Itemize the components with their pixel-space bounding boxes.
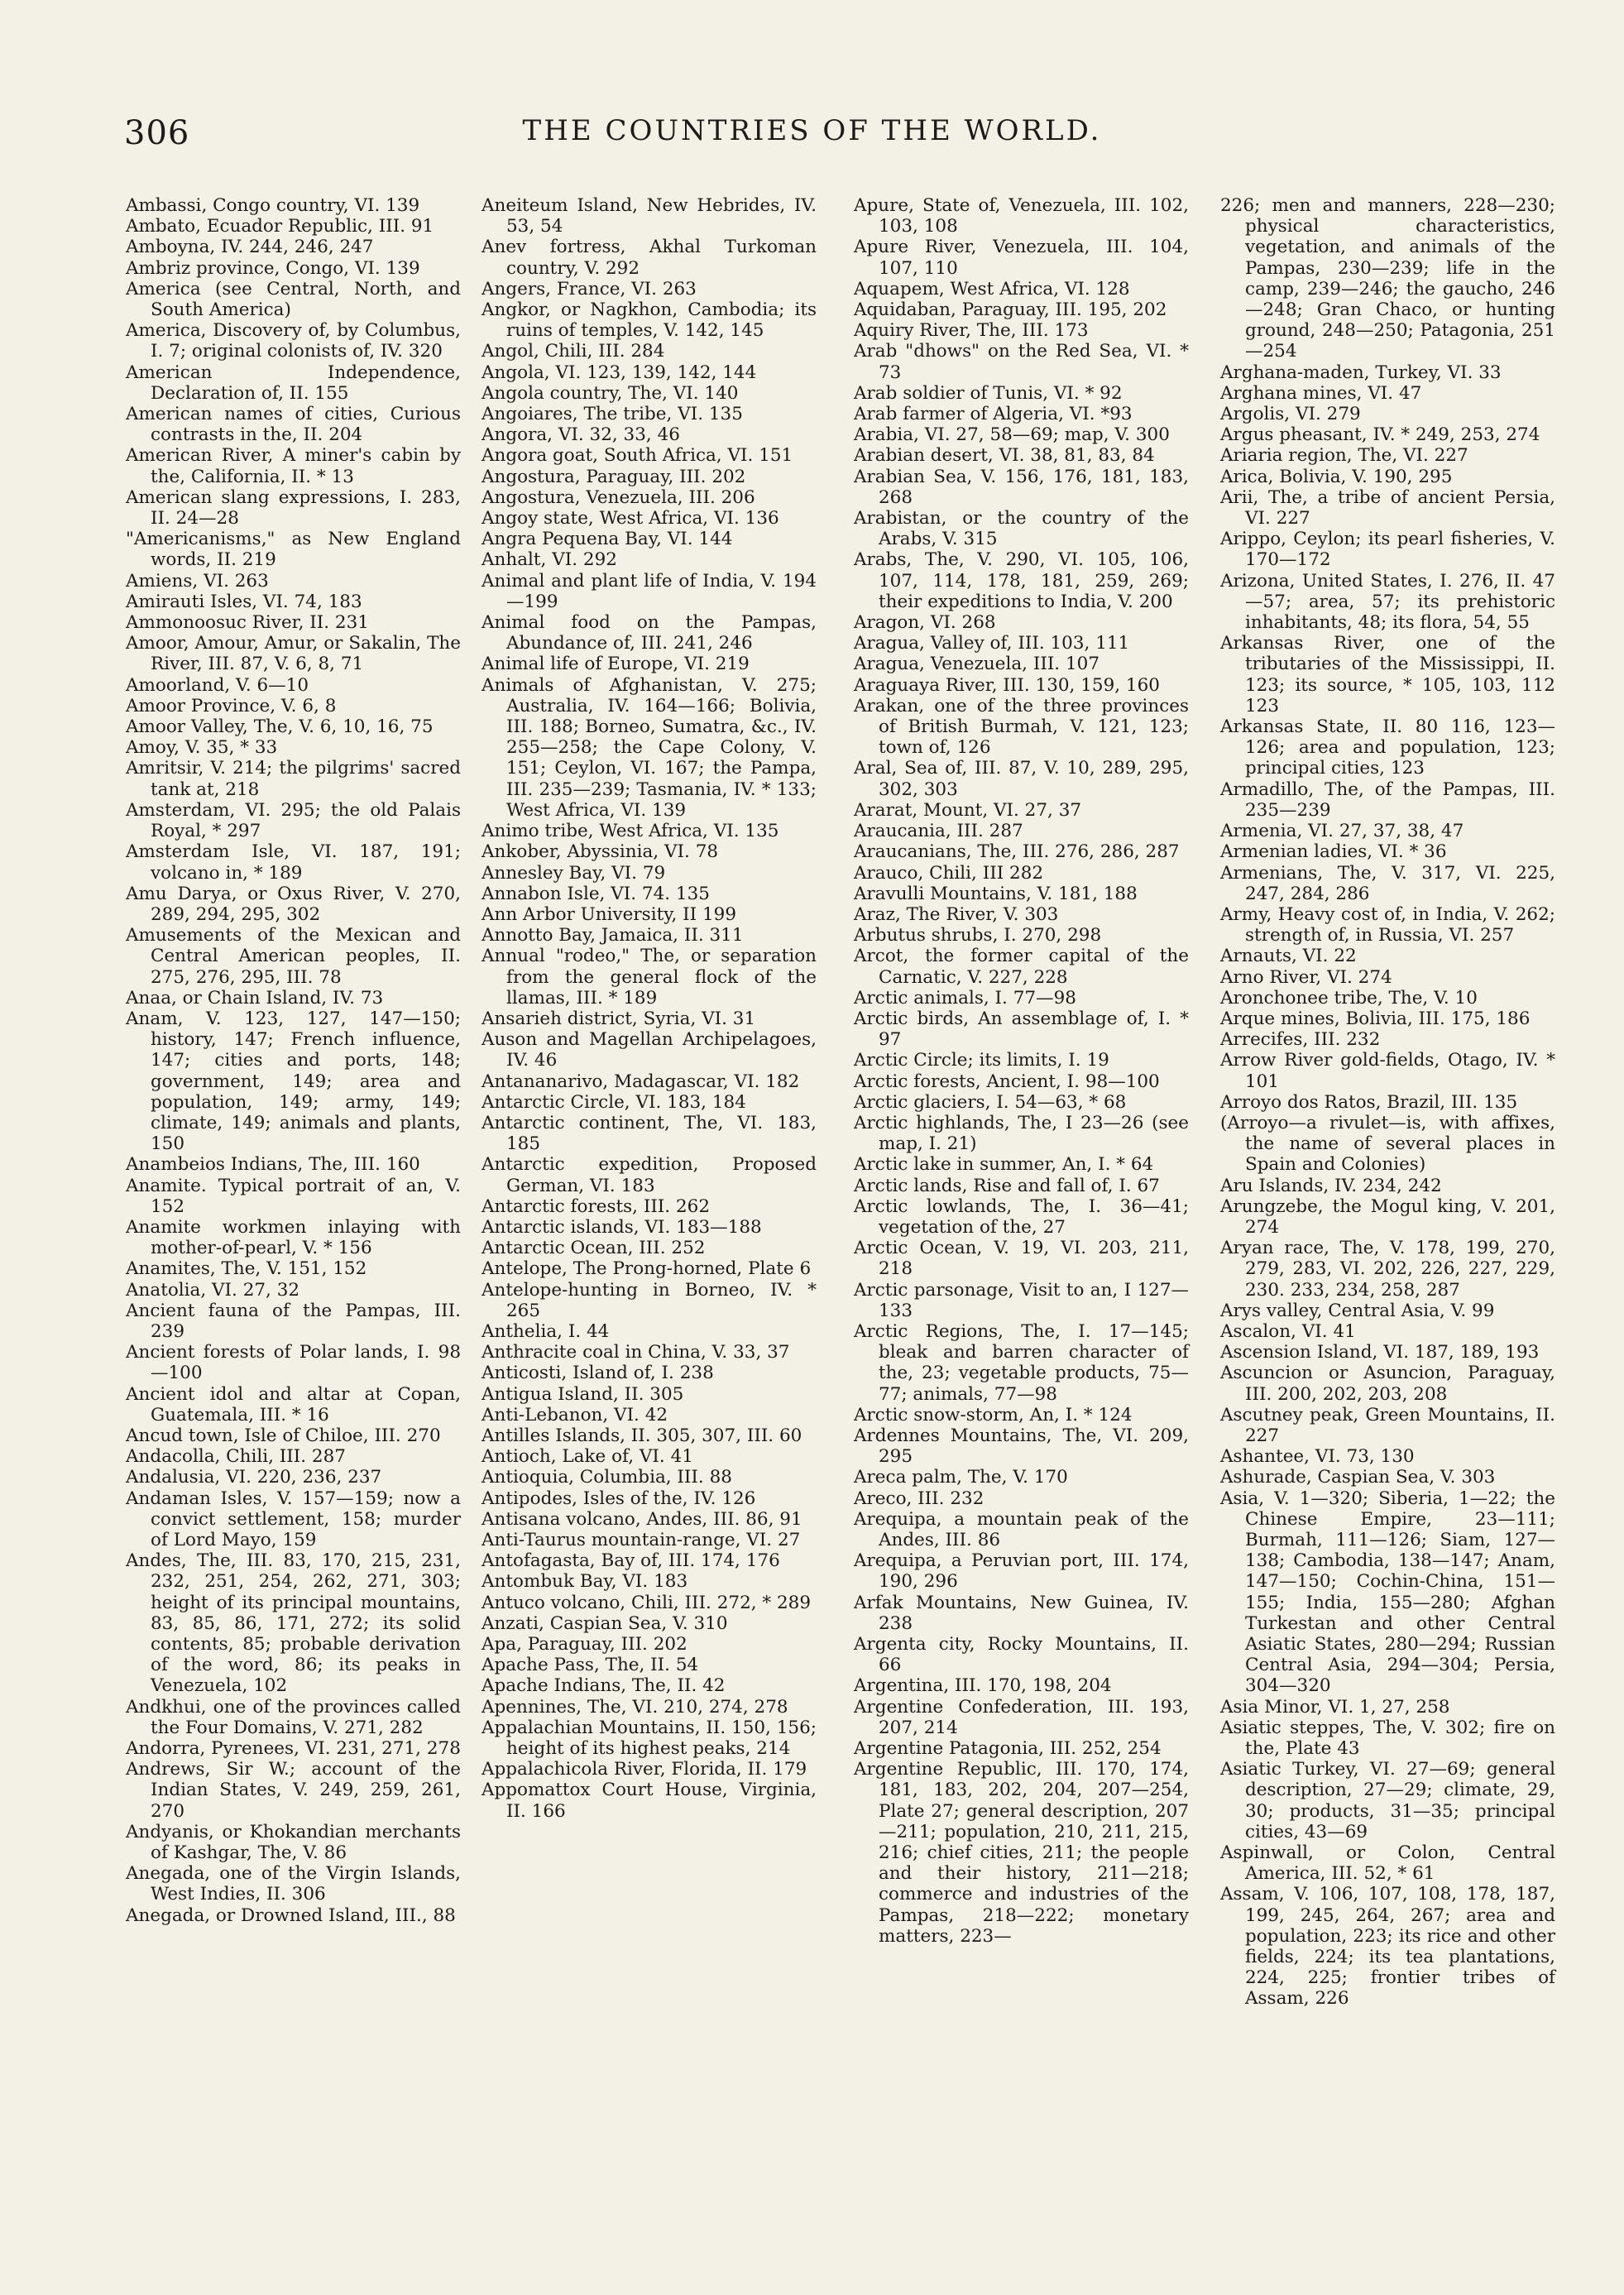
index-entry: Andacolla, Chili, III. 287: [126, 1446, 346, 1468]
index-entry: Ancud town, Isle of Chiloe, III. 270: [126, 1425, 441, 1446]
index-entry: Andalusia, VI. 220, 236, 237: [126, 1467, 382, 1488]
index-entry: Armadillo, The, of the Pampas, III. 235—239: [1220, 779, 1555, 821]
index-entry: Arctic lowlands, The, I. 36—41; vegetation of the, 27: [854, 1195, 1189, 1238]
index-entry: Anegada, one of the Virgin Islands, West Indies, II. 306: [126, 1863, 461, 1905]
index-entry: Apa, Paraguay, III. 202: [481, 1634, 687, 1655]
index-entry: Arctic lake in summer, An, I. * 64: [854, 1154, 1154, 1176]
index-entry: Angoiares, The tribe, VI. 135: [481, 404, 743, 425]
index-entry: Appalachicola River, Florida, II. 179: [481, 1759, 807, 1780]
index-entry: Assam, V. 106, 107, 108, 178, 187, 199, 245, 264, 267; area and population, 223; its rice and other fields, 224; its tea plantations, 224, 225; frontier tribes of Assam, 226: [1220, 1884, 1555, 2010]
index-entry: Apure River, Venezuela, III. 104, 107, 110: [854, 237, 1189, 279]
index-entry: Annesley Bay, VI. 79: [481, 862, 666, 884]
index-entry: Angola country, The, VI. 140: [481, 382, 739, 404]
index-entry: Anthracite coal in China, V. 33, 37: [481, 1342, 790, 1363]
index-entry: Arctic Ocean, V. 19, VI. 203, 211, 218: [854, 1238, 1189, 1280]
index-entry: Andorra, Pyrenees, VI. 231, 271, 278: [126, 1738, 461, 1760]
index-entry: Amiens, VI. 263: [126, 570, 269, 592]
index-entry: Amsterdam Isle, VI. 187, 191; volcano in, * 189: [126, 841, 461, 884]
index-entry: Armenian ladies, VI. * 36: [1220, 841, 1447, 863]
index-entry: Amoor Province, V. 6, 8: [126, 695, 337, 716]
index-entry: Arctic highlands, The, I 23—26 (see map, I. 21): [854, 1112, 1189, 1155]
index-entry: Army, Heavy cost of, in India, V. 262; strength of, in Russia, VI. 257: [1220, 903, 1555, 946]
index-entry: Antioquia, Columbia, III. 88: [481, 1467, 732, 1488]
index-entry: Angostura, Paraguay, III. 202: [481, 466, 746, 487]
index-entry: Anambeios Indians, The, III. 160: [126, 1154, 420, 1176]
index-entry: Ambriz province, Congo, VI. 139: [126, 257, 420, 279]
index-entry: Amusements of the Mexican and Central American peoples, II. 275, 276, 295, III. 78: [126, 925, 461, 988]
index-entry: Aneiteum Island, New Hebrides, IV. 53, 54: [481, 195, 817, 237]
index-entry: Apure, State of, Venezuela, III. 102, 103, 108: [854, 195, 1189, 237]
index-entry: Ancient fauna of the Pampas, III. 239: [126, 1300, 461, 1342]
index-entry: Antananarivo, Madagascar, VI. 182: [481, 1071, 800, 1092]
index-entry: Ascalon, VI. 41: [1220, 1320, 1356, 1342]
index-entry: Aquiry River, The, III. 173: [854, 320, 1089, 342]
index-entry: Anamite workmen inlaying with mother-of-pearl, V. * 156: [126, 1216, 461, 1259]
index-entry: Argenta city, Rocky Mountains, II. 66: [854, 1634, 1189, 1676]
index-entry: Aragon, VI. 268: [854, 612, 996, 634]
index-entry: Arii, The, a tribe of ancient Persia, VI. 227: [1220, 486, 1555, 529]
index-entry: Arabian Sea, V. 156, 176, 181, 183, 268: [854, 466, 1189, 508]
index-entry: Areca palm, The, V. 170: [854, 1467, 1068, 1488]
index-entry: Amirauti Isles, VI. 74, 183: [126, 591, 362, 612]
index-entry: Aragua, Venezuela, III. 107: [854, 654, 1100, 675]
index-entry: Apache Indians, The, II. 42: [481, 1675, 726, 1697]
index-entry: Anzati, Caspian Sea, V. 310: [481, 1612, 728, 1634]
index-entry: Amoor Valley, The, V. 6, 10, 16, 75: [126, 716, 434, 738]
index-entry: Anam, V. 123, 127, 147—150; history, 147; French influence, 147; cities and ports, 148; government, 149; area and population, 149; army, 149; climate, 149; animals and plants, 150: [126, 1008, 461, 1155]
index-column-1: [126, 195, 461, 1926]
index-entry: Antilles Islands, II. 305, 307, III. 60: [481, 1425, 802, 1446]
index-entry: Auson and Magellan Archipelagoes, IV. 46: [481, 1029, 817, 1071]
index-entry: American River, A miner's cabin by the, California, II. * 13: [126, 445, 461, 487]
index-entry: Angora goat, South Africa, VI. 151: [481, 445, 793, 467]
index-entry: Arequipa, a Peruvian port, III. 174, 190, 296: [854, 1550, 1189, 1593]
index-entry: Ardennes Mountains, The, VI. 209, 295: [854, 1425, 1189, 1468]
index-entry: Annabon Isle, VI. 74. 135: [481, 883, 710, 904]
index-entry: Armenians, The, V. 317, VI. 225, 247, 284, 286: [1220, 862, 1555, 904]
index-entry: Amoorland, V. 6—10: [126, 674, 309, 696]
index-entry: Angola, VI. 123, 139, 142, 144: [481, 362, 757, 383]
index-entry: Amoy, V. 35, * 33: [126, 737, 278, 759]
index-entry: Aravulli Mountains, V. 181, 188: [854, 883, 1138, 904]
index-entry: Argentine Republic, III. 170, 174, 181, 183, 202, 204, 207—254, Plate 27; general description, 207—211; population, 210, 211, 215, 216; chief cities, 211; the people and their history, 211—218; commerce and industries of the Pampas, 218—222; monetary matters, 223—: [854, 1759, 1189, 1947]
index-entry: (Arroyo—a rivulet—is, with affixes, the name of several places in Spain and Colonies): [1220, 1112, 1555, 1176]
index-entry: Amsterdam, VI. 295; the old Palais Royal, * 297: [126, 799, 461, 842]
index-entry: Arippo, Ceylon; its pearl fisheries, V. 170—172: [1220, 529, 1555, 571]
index-entry: Animal food on the Pampas, Abundance of, III. 241, 246: [481, 612, 817, 654]
index-entry: "Americanisms," as New England words, II. 219: [126, 529, 461, 571]
index-entry: Antombuk Bay, VI. 183: [481, 1571, 688, 1593]
index-entry: Arfak Mountains, New Guinea, IV. 238: [854, 1592, 1189, 1634]
index-entry: America, Discovery of, by Columbus, I. 7; original colonists of, IV. 320: [126, 320, 461, 362]
index-entry: Antipodes, Isles of the, IV. 126: [481, 1488, 756, 1509]
index-entry: Argolis, VI. 279: [1220, 404, 1361, 425]
index-entry: Antarctic continent, The, VI. 183, 185: [481, 1112, 817, 1155]
index-entry: Anev fortress, Akhal Turkoman country, V. 292: [481, 237, 817, 279]
index-entry: Andes, The, III. 83, 170, 215, 231, 232, 251, 254, 262, 271, 303; height of its principal mountains, 83, 85, 86, 171, 272; its solid contents, 85; probable derivation of the word, 86; its peaks in Venezuela, 102: [126, 1550, 461, 1697]
index-entry: Argentine Patagonia, III. 252, 254: [854, 1738, 1162, 1760]
index-entry: Annotto Bay, Jamaica, II. 311: [481, 925, 744, 946]
index-entry: Andyanis, or Khokandian merchants of Kashgar, The, V. 86: [126, 1821, 461, 1864]
index-entry: Arakan, one of the three provinces of British Burmah, V. 121, 123; town of, 126: [854, 695, 1189, 759]
index-entry: Anthelia, I. 44: [481, 1320, 610, 1342]
index-entry: Antarctic Ocean, III. 252: [481, 1238, 706, 1259]
index-entry: Antarctic islands, VI. 183—188: [481, 1216, 762, 1238]
index-entry: Appomattox Court House, Virginia, II. 166: [481, 1780, 817, 1822]
index-entry: Amboyna, IV. 244, 246, 247: [126, 237, 374, 258]
index-entry: American names of cities, Curious contrasts in the, II. 204: [126, 404, 461, 446]
index-entry: Asia Minor, VI. 1, 27, 258: [1220, 1696, 1450, 1718]
index-entry: Asiatic steppes, The, V. 302; fire on the, Plate 43: [1220, 1717, 1555, 1760]
index-entry: Ankober, Abyssinia, VI. 78: [481, 841, 719, 863]
index-entry: Aryan race, The, V. 178, 199, 270, 279, 283, VI. 202, 226, 227, 229, 230. 233, 234, 258, 287: [1220, 1238, 1555, 1301]
index-entry: Anti-Lebanon, VI. 42: [481, 1404, 668, 1425]
index-entry: Arica, Bolivia, V. 190, 295: [1220, 466, 1453, 487]
index-entry: Araucanians, The, III. 276, 286, 287: [854, 841, 1180, 863]
index-entry: Aquidaban, Paraguay, III. 195, 202: [854, 299, 1167, 321]
index-entry: Arungzebe, the Mogul king, V. 201, 274: [1220, 1195, 1555, 1238]
index-entry: Arabia, VI. 27, 58—69; map, V. 300: [854, 424, 1170, 446]
index-entry: Ambato, Ecuador Republic, III. 91: [126, 216, 434, 237]
index-entry: Arctic lands, Rise and fall of, I. 67: [854, 1175, 1160, 1196]
index-entry: Araucania, III. 287: [854, 821, 1023, 842]
index-entry: Arno River, VI. 274: [1220, 966, 1392, 988]
index-entry: Angers, France, VI. 263: [481, 278, 697, 299]
index-entry: Arctic parsonage, Visit to an, I 127—133: [854, 1279, 1189, 1321]
index-entry: Andaman Isles, V. 157—159; now a convict settlement, 158; murder of Lord Mayo, 159: [126, 1488, 461, 1550]
index-entry: Angra Pequena Bay, VI. 144: [481, 529, 733, 550]
index-entry: Asiatic Turkey, VI. 27—69; general description, 27—29; climate, 29, 30; products, 31—35; principal cities, 43—69: [1220, 1759, 1555, 1842]
index-column-2: [481, 195, 817, 1822]
index-entry: Anamites, The, V. 151, 152: [126, 1258, 367, 1280]
index-entry: Argus pheasant, IV. * 249, 253, 274: [1220, 424, 1540, 446]
index-entry: Ararat, Mount, VI. 27, 37: [854, 799, 1082, 821]
index-entry: Appalachian Mountains, II. 150, 156; height of its highest peaks, 214: [481, 1717, 817, 1760]
index-entry: Arabs, The, V. 290, VI. 105, 106, 107, 114, 178, 181, 259, 269; their expeditions to India, V. 200: [854, 549, 1189, 612]
index-entry: Antarctic expedition, Proposed German, VI. 183: [481, 1154, 817, 1196]
index-entry: Arrow River gold-fields, Otago, IV. * 101: [1220, 1050, 1555, 1092]
index-entry: Arizona, United States, I. 276, II. 47—57; area, 57; its prehistoric inhabitants, 48; its flora, 54, 55: [1220, 570, 1555, 634]
index-entry: Antuco volcano, Chili, III. 272, * 289: [481, 1592, 812, 1613]
index-entry: Antofagasta, Bay of, III. 174, 176: [481, 1550, 780, 1572]
index-entry: Angkor, or Nagkhon, Cambodia; its ruins of temples, V. 142, 145: [481, 299, 817, 342]
index-entry: Arrecifes, III. 232: [1220, 1029, 1381, 1051]
index-entry: Ashurade, Caspian Sea, V. 303: [1220, 1467, 1496, 1488]
index-entry: Antarctic Circle, VI. 183, 184: [481, 1091, 746, 1113]
index-entry: Animals of Afghanistan, V. 275; Australia, IV. 164—166; Bolivia, III. 188; Borneo, Sumatra, &c., IV. 255—258; the Cape Colony, V. 151; Ceylon, VI. 167; the Pampa, III. 235—239; Tasmania, IV. * 133; West Africa, VI. 139: [481, 674, 817, 821]
index-entry: Antarctic forests, III. 262: [481, 1195, 711, 1217]
index-entry: Arkansas State, II. 80 116, 123—126; area and population, 123; principal cities, 123: [1220, 716, 1555, 779]
index-entry: Anatolia, VI. 27, 32: [126, 1279, 300, 1301]
index-entry: Aspinwall, or Colon, Central America, III. 52, * 61: [1220, 1842, 1555, 1885]
running-title: THE COUNTRIES OF THE WORLD.: [522, 114, 1102, 147]
index-entry: Anticosti, Island of, I. 238: [481, 1363, 714, 1384]
index-entry: Antigua Island, II. 305: [481, 1383, 684, 1405]
index-entry: Arab farmer of Algeria, VI. *93: [854, 404, 1133, 425]
index-entry: 226; men and manners, 228—230; physical characteristics, vegetation, and animals of the Pampas, 230—239; life in the camp, 239—246; the gaucho, 246—248; Gran Chaco, or hunting ground, 248—250; Patagonia, 251—254: [1220, 195, 1555, 362]
index-entry: Ann Arbor University, II 199: [481, 903, 737, 925]
index-entry: Antioch, Lake of, VI. 41: [481, 1446, 693, 1468]
index-entry: Arnauts, VI. 22: [1220, 946, 1357, 967]
index-entry: Armenia, VI. 27, 37, 38, 47: [1220, 821, 1464, 842]
index-entry: Arroyo dos Ratos, Brazil, III. 135: [1220, 1091, 1518, 1113]
index-entry: Annual "rodeo," The, or separation from the general flock of the llamas, III. * 189: [481, 946, 817, 1009]
index-entry: Arbutus shrubs, I. 270, 298: [854, 925, 1102, 946]
index-entry: Anamite. Typical portrait of an, V. 152: [126, 1175, 461, 1217]
index-entry: Animal life of Europe, VI. 219: [481, 654, 750, 675]
index-entry: Arctic glaciers, I. 54—63, * 68: [854, 1091, 1127, 1113]
index-entry: Arab "dhows" on the Red Sea, VI. * 73: [854, 341, 1189, 383]
index-entry: America (see Central, North, and South America): [126, 278, 461, 321]
index-entry: Arcot, the former capital of the Carnatic, V. 227, 228: [854, 946, 1189, 988]
index-entry: Anegada, or Drowned Island, III., 88: [126, 1905, 456, 1926]
index-entry: Araguaya River, III. 130, 159, 160: [854, 674, 1160, 696]
index-entry: Andrews, Sir W.; account of the Indian States, V. 249, 259, 261, 270: [126, 1759, 461, 1822]
index-entry: Apennines, The, VI. 210, 274, 278: [481, 1696, 788, 1718]
index-entry: Arctic forests, Ancient, I. 98—100: [854, 1071, 1160, 1092]
index-entry: Arequipa, a mountain peak of the Andes, III. 86: [854, 1508, 1189, 1550]
index-entry: Ancient forests of Polar lands, I. 98—100: [126, 1342, 461, 1384]
index-entry: Ansarieh district, Syria, VI. 31: [481, 1008, 756, 1029]
index-entry: Arkansas River, one of the tributaries of the Mississippi, II. 123; its source, * 105, 103, 112 123: [1220, 633, 1555, 716]
index-entry: Arys valley, Central Asia, V. 99: [1220, 1300, 1495, 1321]
index-entry: Ascension Island, VI. 187, 189, 193: [1220, 1342, 1540, 1363]
index-entry: Ancient idol and altar at Copan, Guatemala, III. * 16: [126, 1383, 461, 1425]
index-column-4: [1220, 195, 1555, 2010]
index-entry: Amu Darya, or Oxus River, V. 270, 289, 294, 295, 302: [126, 883, 461, 925]
index-entry: American slang expressions, I. 283, II. 24—28: [126, 486, 461, 529]
index-entry: Ascuncion or Asuncion, Paraguay, III. 200, 202, 203, 208: [1220, 1363, 1555, 1405]
index-entry: Angostura, Venezuela, III. 206: [481, 486, 755, 508]
index-entry: Arctic Circle; its limits, I. 19: [854, 1050, 1109, 1071]
index-entry: Animo tribe, West Africa, VI. 135: [481, 821, 779, 842]
index-entry: Arauco, Chili, III 282: [854, 862, 1044, 884]
index-entry: Antelope, The Prong-horned, Plate 6: [481, 1258, 812, 1280]
index-entry: Asia, V. 1—320; Siberia, 1—22; the Chinese Empire, 23—111; Burmah, 111—126; Siam, 127—138; Cambodia, 138—147; Anam, 147—150; Cochin-China, 151—155; India, 155—280; Afghan Turkestan and other Central Asiatic States, 280—294; Russian Central Asia, 294—304; Persia, 304—320: [1220, 1488, 1555, 1697]
index-entry: Aru Islands, IV. 234, 242: [1220, 1175, 1442, 1196]
index-entry: Ariaria region, The, VI. 227: [1220, 445, 1468, 467]
index-entry: Ammonoosuc River, II. 231: [126, 612, 369, 634]
index-entry: Anhalt, VI. 292: [481, 549, 617, 571]
index-entry: Arctic animals, I. 77—98: [854, 987, 1076, 1009]
index-entry: Arctic snow-storm, An, I. * 124: [854, 1404, 1133, 1425]
index-entry: Aquapem, West Africa, VI. 128: [854, 278, 1130, 299]
index-entry: Arctic birds, An assemblage of, I. * 97: [854, 1008, 1189, 1051]
page-number: 306: [124, 114, 190, 152]
index-entry: American Independence, Declaration of, II. 155: [126, 362, 461, 404]
index-entry: Amritsir, V. 214; the pilgrims' sacred tank at, 218: [126, 758, 461, 800]
index-entry: Arque mines, Bolivia, III. 175, 186: [1220, 1008, 1531, 1029]
index-entry: Aral, Sea of, III. 87, V. 10, 289, 295, 302, 303: [854, 758, 1189, 800]
index-entry: Apache Pass, The, II. 54: [481, 1655, 699, 1676]
index-entry: Arabian desert, VI. 38, 81, 83, 84: [854, 445, 1155, 467]
index-entry: Animal and plant life of India, V. 194—199: [481, 570, 817, 612]
index-entry: Araz, The River, V. 303: [854, 903, 1059, 925]
index-entry: Ascutney peak, Green Mountains, II. 227: [1220, 1404, 1555, 1446]
index-entry: Ambassi, Congo country, VI. 139: [126, 195, 420, 216]
index-entry: Antisana volcano, Andes, III. 86, 91: [481, 1508, 802, 1530]
index-entry: Angol, Chili, III. 284: [481, 341, 665, 362]
index-entry: Anaa, or Chain Island, IV. 73: [126, 987, 384, 1009]
index-entry: Angora, VI. 32, 33, 46: [481, 424, 680, 446]
index-column-3: [854, 195, 1189, 1947]
index-entry: Arctic Regions, The, I. 17—145; bleak and barren character of the, 23; vegetable products, 75—77; animals, 77—98: [854, 1320, 1189, 1405]
index-entry: Angoy state, West Africa, VI. 136: [481, 508, 779, 529]
index-entry: Arabistan, or the country of the Arabs, V. 315: [854, 508, 1189, 550]
index-entry: Argentine Confederation, III. 193, 207, 214: [854, 1696, 1189, 1738]
index-entry: Anti-Taurus mountain-range, VI. 27: [481, 1530, 801, 1550]
index-entry: Argentina, III. 170, 198, 204: [854, 1675, 1112, 1697]
index-entry: Ashantee, VI. 73, 130: [1220, 1446, 1415, 1468]
index-entry: Antelope-hunting in Borneo, IV. * 265: [481, 1279, 817, 1321]
index-entry: Arghana-maden, Turkey, VI. 33: [1220, 362, 1502, 383]
index-entry: Arab soldier of Tunis, VI. * 92: [854, 382, 1123, 404]
index-entry: Andkhui, one of the provinces called the Four Domains, V. 271, 282: [126, 1696, 461, 1738]
index-entry: Arghana mines, VI. 47: [1220, 382, 1422, 404]
index-entry: Aronchonee tribe, The, V. 10: [1220, 987, 1478, 1009]
index-entry: Areco, III. 232: [854, 1488, 984, 1509]
index-entry: Aragua, Valley of, III. 103, 111: [854, 633, 1130, 654]
index-entry: Amoor, Amour, Amur, or Sakalin, The River, III. 87, V. 6, 8, 71: [126, 633, 461, 675]
